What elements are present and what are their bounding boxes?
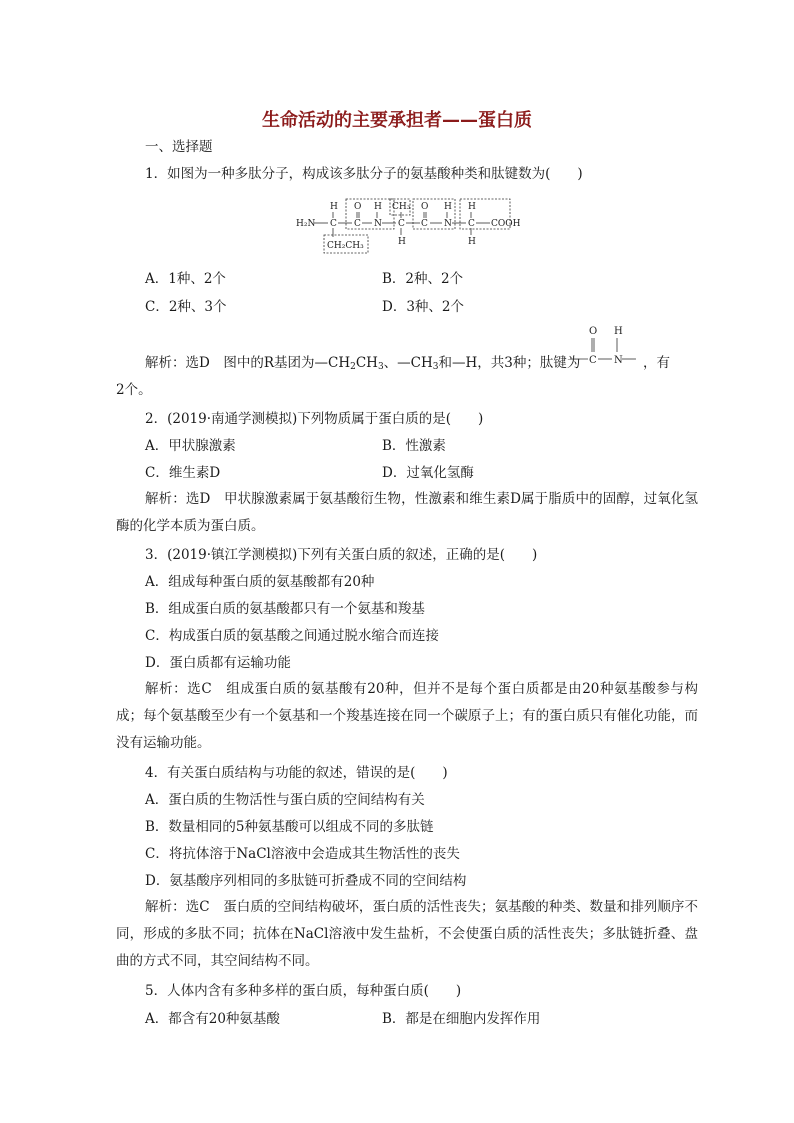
polypeptide-structure-diagram: [290, 193, 530, 261]
q4-option-b: B．数量相同的5种氨基酸可以组成不同的多肽链: [145, 819, 434, 835]
q2-option-b: B．性激素: [382, 438, 446, 454]
label-h2n: H₂N: [296, 219, 316, 229]
label-h-4: H: [444, 202, 452, 212]
q5-option-b: B．都是在细胞内发挥作用: [382, 1011, 541, 1027]
label-h-1: H: [330, 202, 338, 212]
q1-option-d: D．3种、2个: [382, 299, 465, 315]
q2-option-c: C．维生素D: [145, 465, 221, 481]
q4-option-d: D．氨基酸序列相同的多肽链可折叠成不同的空间结构: [145, 873, 467, 889]
q3-option-c: C．构成蛋白质的氨基酸之间通过脱水缩合而连接: [145, 628, 439, 644]
pep-label-h: H: [614, 326, 623, 337]
q1-answer-continuation: 2个。: [116, 382, 152, 398]
peptide-bond-structure: [568, 322, 638, 368]
page-title: 生命活动的主要承担者——蛋白质: [262, 110, 532, 131]
q2-option-d: D．过氧化氢酶: [382, 465, 474, 481]
label-c-2: C: [354, 219, 361, 229]
q3-option-d: D．蛋白质都有运输功能: [145, 655, 291, 671]
q1-option-a: A．1种、2个: [145, 271, 226, 287]
q2-answer-explanation: 解析：选D 甲状腺激素属于氨基酸衍生物，性激素和维生素D属于脂质中的固醇，过氧化氢酶的化学本质为蛋白质。: [116, 491, 698, 534]
question-1-stem: 1．如图为一种多肽分子，构成该多肽分子的氨基酸种类和肽键数为( ): [145, 166, 583, 182]
label-ch3: CH₃: [392, 202, 411, 212]
label-h-2: H: [374, 202, 382, 212]
q4-answer-explanation: 解析：选C 蛋白质的空间结构破坏，蛋白质的活性丧失；氨基酸的种类、数量和排列顺序不同，形成的多肽不同；抗体在NaCl溶液中发生盐析，不会使蛋白质的活性丧失；多肽链折叠、盘曲的方式不同，其空间结构不同。: [116, 899, 698, 969]
q4-option-c: C．将抗体溶于NaCl溶液中会造成其生物活性的丧失: [145, 846, 460, 862]
q3-option-a: A．组成每种蛋白质的氨基酸都有20种: [145, 574, 375, 590]
q1-option-c: C．2种、3个: [145, 299, 227, 315]
label-h-3: H: [398, 237, 406, 247]
question-2-stem: 2．(2019·南通学测模拟)下列物质属于蛋白质的是( ): [145, 411, 484, 427]
label-o-1: O: [354, 202, 362, 212]
label-cooh: COOH: [491, 219, 521, 229]
q4-option-a: A．蛋白质的生物活性与蛋白质的空间结构有关: [145, 792, 425, 808]
q1-answer-tail: ，有: [643, 355, 670, 371]
q1-answer-explanation: 解析：选D 图中的R基团为$—CH_2CH_3$、$—CH_3$和—H，共3种；肽键为: [145, 355, 581, 372]
q1-option-b: B．2种、2个: [382, 271, 464, 287]
label-n-2: N: [444, 219, 452, 229]
q5-option-a: A．都含有20种氨基酸: [145, 1011, 280, 1027]
q3-option-b: B．组成蛋白质的氨基酸都只有一个氨基和羧基: [145, 601, 425, 617]
label-h-5: H: [468, 202, 476, 212]
label-c-5: C: [468, 219, 475, 229]
q2-option-a: A．甲状腺激素: [145, 438, 236, 454]
pep-label-c: C: [589, 355, 597, 366]
section-heading: 一、选择题: [145, 139, 213, 155]
question-3-stem: 3．(2019·镇江学测模拟)下列有关蛋白质的叙述，正确的是( ): [145, 547, 538, 563]
label-h-6: H: [468, 237, 476, 247]
label-c-1: C: [330, 219, 337, 229]
q3-answer-explanation: 解析：选C 组成蛋白质的氨基酸有20种，但并不是每个蛋白质都是由20种氨基酸参与构成；每个氨基酸至少有一个氨基和一个羧基连接在同一个碳原子上；有的蛋白质只有催化功能，而没有运输功能。: [116, 681, 698, 751]
label-c-4: C: [421, 219, 428, 229]
question-4-stem: 4．有关蛋白质结构与功能的叙述，错误的是( ): [145, 765, 448, 781]
question-5-stem: 5．人体内含有多种多样的蛋白质，每种蛋白质( ): [145, 983, 462, 999]
label-ch2ch3: CH₂CH₃: [327, 241, 364, 251]
label-n-1: N: [374, 219, 382, 229]
pep-label-n: N: [614, 355, 623, 366]
label-c-3: C: [398, 219, 405, 229]
pep-label-o: O: [589, 326, 598, 337]
label-o-2: O: [421, 202, 429, 212]
